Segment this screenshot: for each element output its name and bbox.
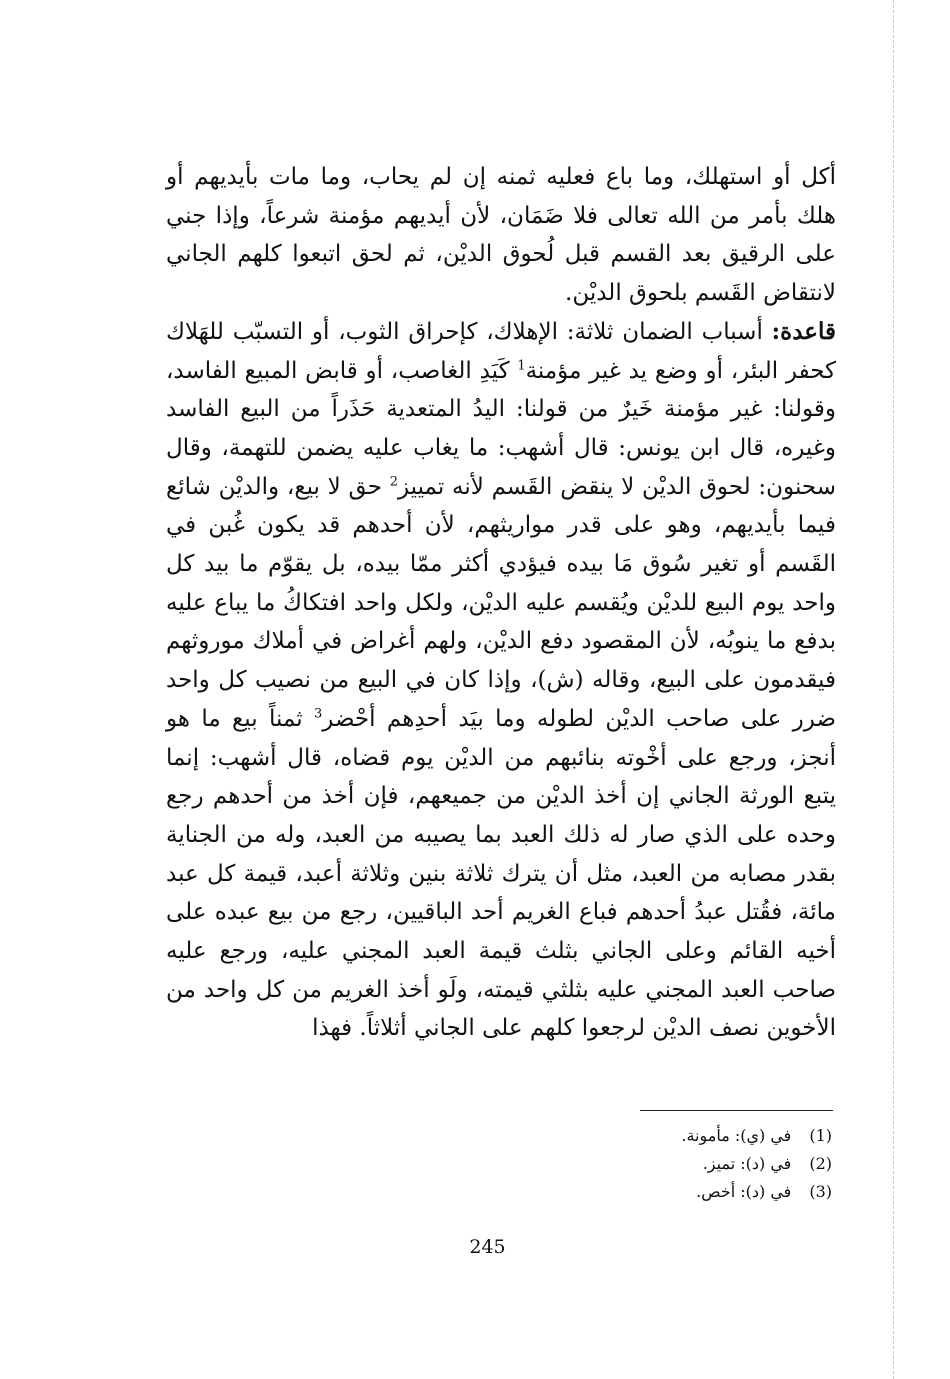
- footnote-number: (3): [809, 1182, 832, 1201]
- footnote-3: [560, 1178, 832, 1206]
- footnote-1: [560, 1122, 832, 1150]
- footnote-text: في (د): أخص.: [696, 1182, 792, 1201]
- footnote-ref-3: 3: [314, 706, 323, 722]
- footnote-ref-1: 1: [517, 357, 526, 373]
- footnote-text: في (د): تميز.: [702, 1154, 792, 1173]
- page-edge-line: [893, 0, 894, 1379]
- footnote-ref-2: 2: [389, 473, 398, 489]
- footnote-text: في (ي): مأمونة.: [681, 1126, 792, 1145]
- rule-text-part-3: حق لا بيع، والديْن شائع فيما بأيديهم، وهو على قدر مواريثهم، لأن أحدهم قد يكون غُبن في القَسم أو تغير سُوق مَا بيده فيؤدي أكثر ممّا بيده، بل يقوّم ما بيد كل واحد يوم البيع للديْن ويُقسم عليه الديْن، ولكل واحد افتكاكُ ما يباع عليه بدفع ما ينوبُه، لأن المقصود دفع الديْن، ولهم أغراض في أملاك موروثهم فيقدمون على البيع، وقاله (ش)، وإذا كان في البيع من نصيب كل واحد ضرر على صاحب الديْن لطوله وما بيَد أحدِهم أحْضر: [166, 473, 836, 732]
- rule-text-part-4: ثمناً بيع ما هو أنجز، ورجع على أخْوته بنائبهم من الديْن يوم قضاه، قال أشهب: إنما يتبع الورثة الجاني إن أخذ الديْن من جميعهم، فإن أخذ من أحدهم رجع وحده على الذي صار له ذلك العبد بما يصيبه من العبد، وله من الجناية بقدر مصابه من العبد، مثل أن يترك ثلاثة بنين وثلاثة أعبد، قيمة كل عبد مائة، فقُتل عبدُ أحدهم فباع الغريم أحد الباقيين، رجع من بيع عبده على أخيه القائم وعلى الجاني بثلث قيمة العبد المجني عليه، ورجع عليه صاحب العبد المجني عليه بثلثي قيمته، ولَو أخذ الغريم من كل واحد من الأخوين نصف الديْن لرجعوا كلهم على الجاني أثلاثاً. فهذا: [166, 705, 836, 1042]
- rule-text-part-2: كَيَدِ الغاصب، أو قابض المبيع الفاسد، وقولنا: غير مؤمنة خَيرٌ من قولنا: اليدُ المتعدية حَذَراً من البيع الفاسد وغيره، قال ابن يونس: قال أشهب: ما يغاب عليه يضمن للتهمة، وقال سحنون: لحوق الديْن لا ينقض القَسم لأنه تمييز: [166, 357, 836, 500]
- footnote-separator: [640, 1110, 833, 1111]
- footnote-2: [560, 1150, 832, 1178]
- paragraph-1: أكل أو استهلك، وما باع فعليه ثمنه إن لم يحاب، وما مات بأيديهم أو هلك بأمر من الله تعالى فلا ضَمَان، لأن أيديهم مؤمنة شرعاً، وإذا جني على الرقيق بعد القسم قبل لُحوق الديْن، ثم لحق اتبعوا كلهم الجاني لانتقاض القَسم بلحوق الديْن.: [166, 164, 836, 307]
- rule-text-part-1: أسباب الضمان ثلاثة: الإهلاك، كإحراق الثوب، أو التسبّب للهَلاك كحفر البئر، أو وضع يد غير مؤمنة: [166, 318, 837, 384]
- footnotes: [560, 1122, 832, 1206]
- rule-label: قاعدة:: [771, 317, 836, 345]
- paragraph-rule: [166, 313, 836, 1048]
- main-text: [166, 158, 836, 1048]
- page-number: 245: [469, 1236, 506, 1258]
- footnote-number: (2): [809, 1154, 832, 1173]
- footnote-number: (1): [809, 1126, 832, 1145]
